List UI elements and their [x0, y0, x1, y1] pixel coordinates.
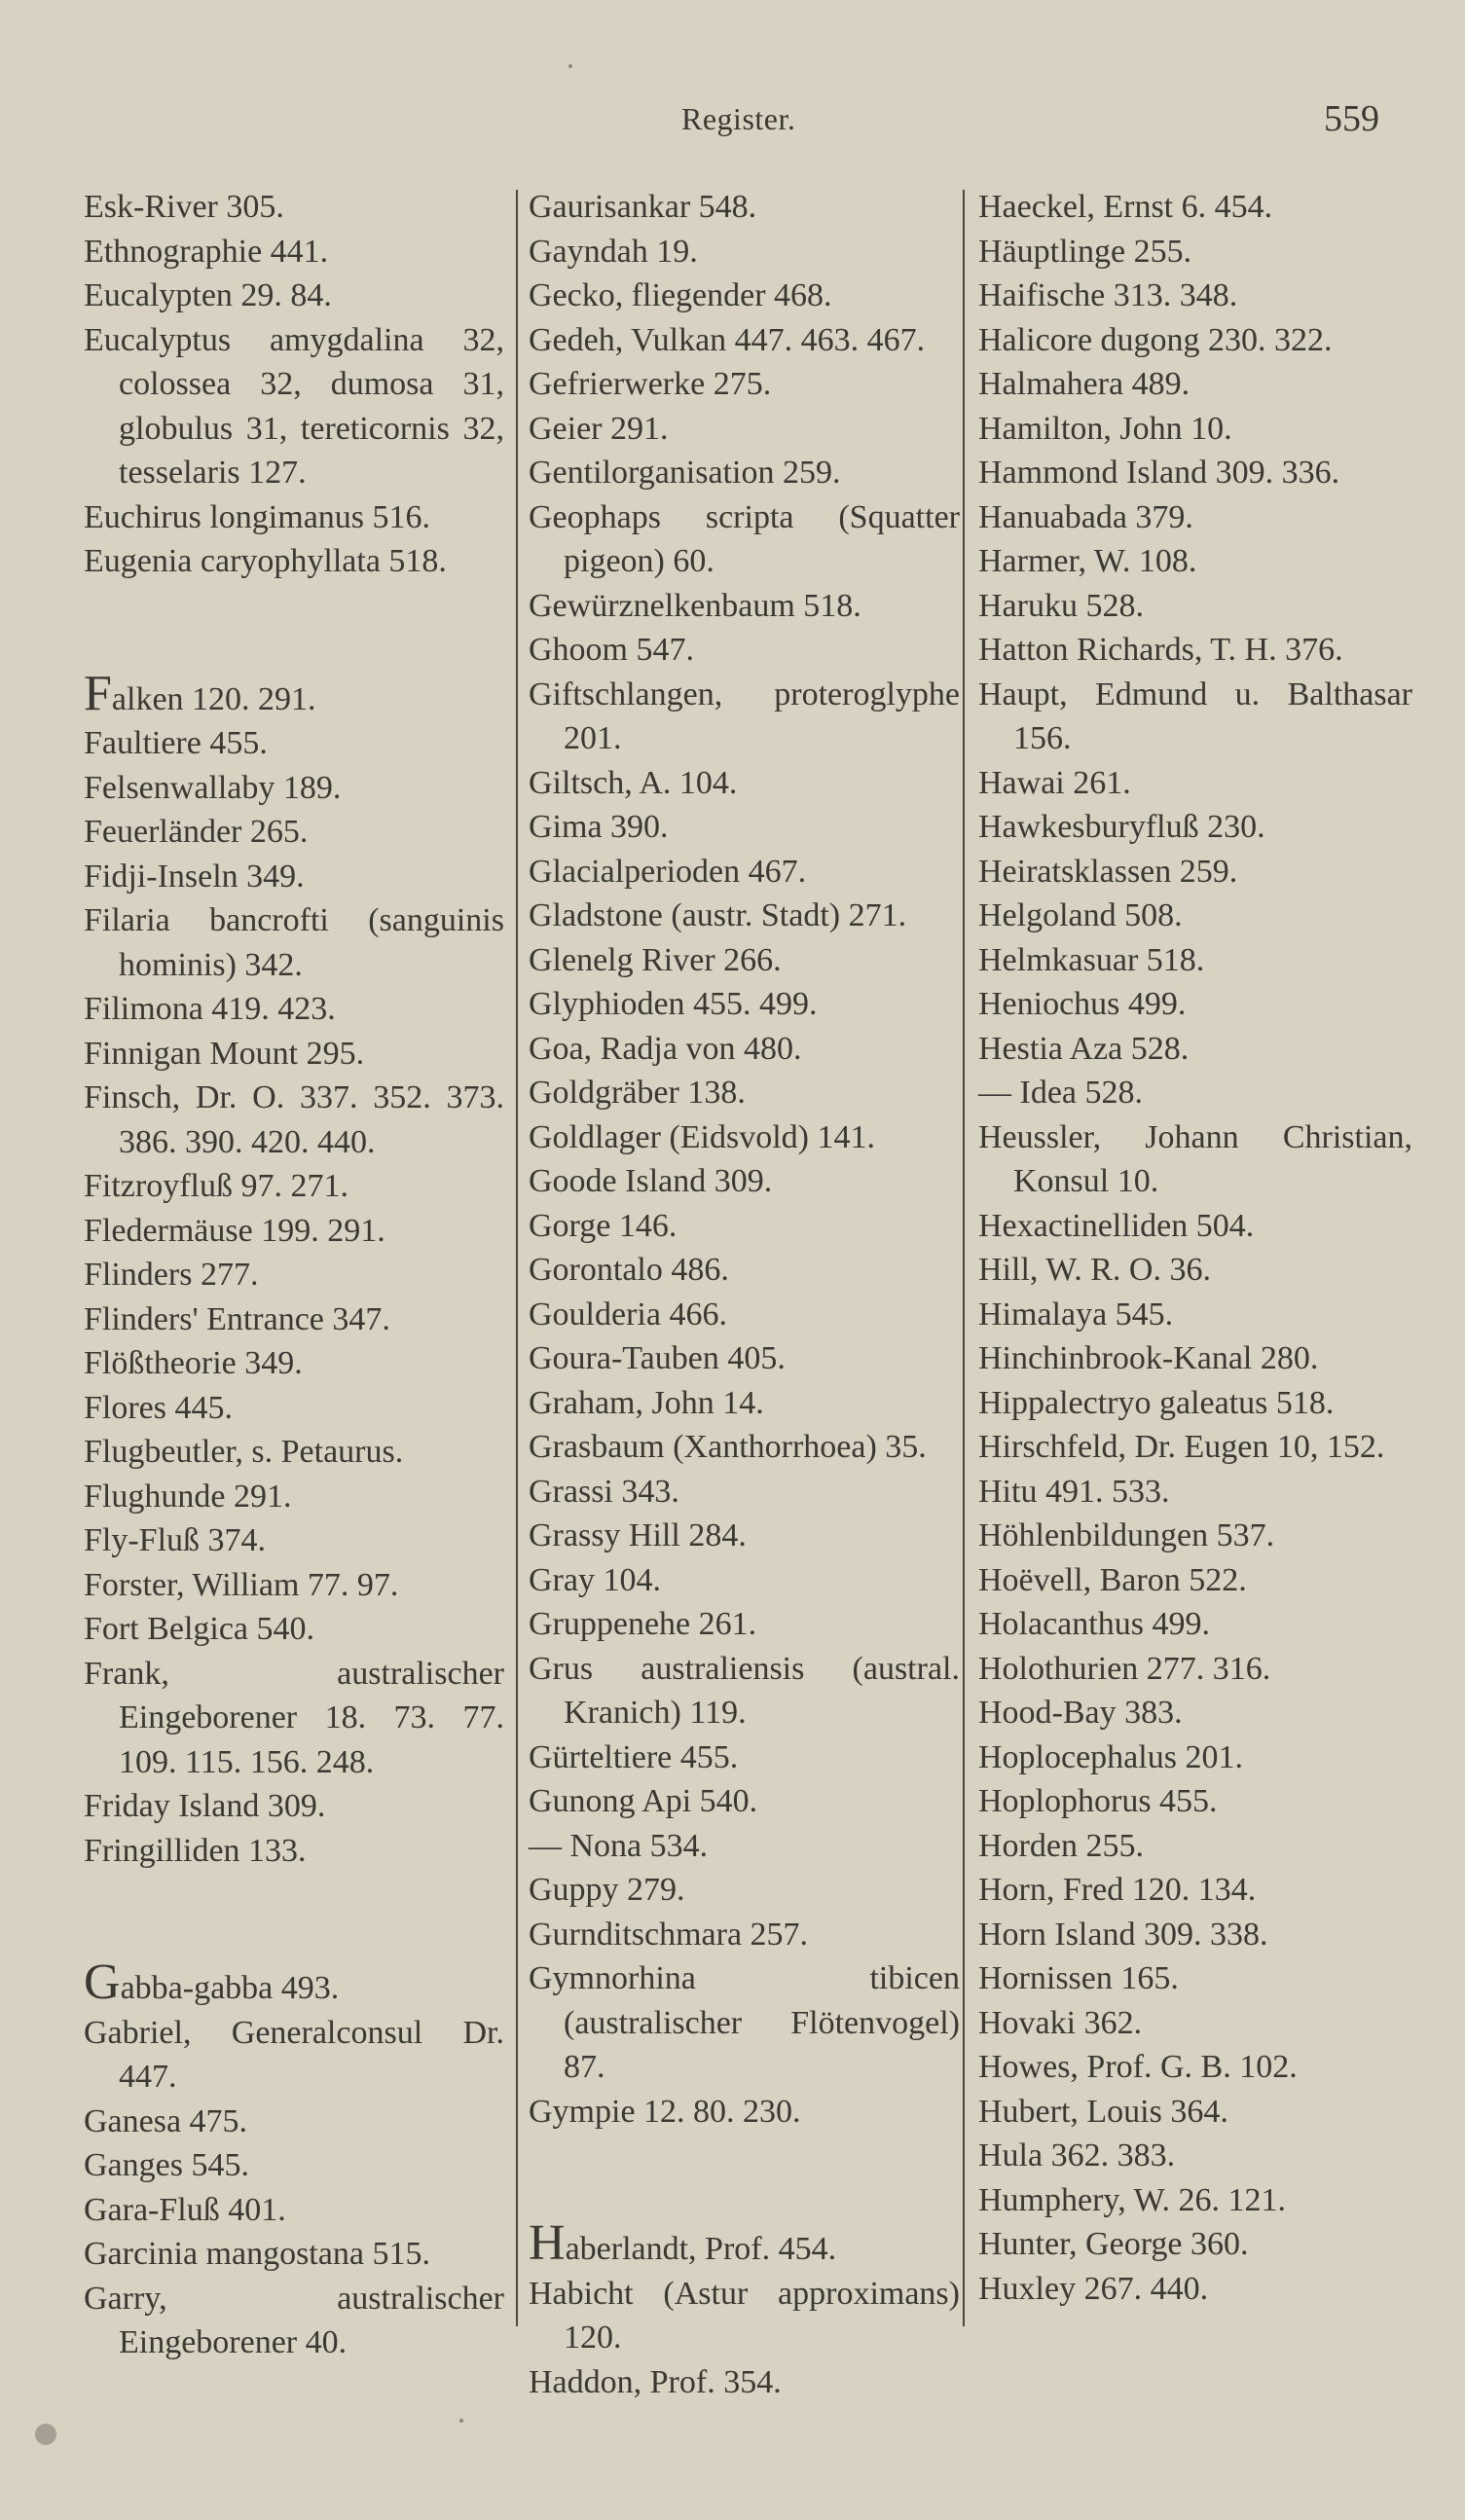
index-entry: Hirschfeld, Dr. Eugen 10, 152. [978, 1429, 1385, 1465]
index-entry: Hovaki 362. [978, 2004, 1143, 2041]
index-entry: Hoplocephalus 201. [978, 1738, 1243, 1775]
index-entry: Fly-Fluß 374. [84, 1522, 267, 1558]
index-entry: Grassy Hill 284. [529, 1517, 747, 1553]
index-entry: Habicht (Astur approximans) 120. [529, 2275, 960, 2356]
letter-section-gap [84, 1873, 504, 1960]
index-entry: Filaria bancrofti (sanguinis hominis) 342. [84, 902, 504, 983]
column-divider [516, 190, 518, 2326]
index-entry: Hitu 491. 533. [978, 1473, 1170, 1510]
index-column-3 [978, 185, 1412, 2311]
index-entry: Glacialperioden 467. [529, 853, 807, 890]
index-entry: Heniochus 499. [978, 986, 1187, 1022]
index-entry: Helmkasuar 518. [978, 941, 1205, 978]
index-entry: Flößtheorie 349. [84, 1345, 303, 1381]
index-column-2 [529, 185, 960, 2404]
index-entry: Holacanthus 499. [978, 1606, 1210, 1642]
index-entry: Haddon, Prof. 354. [529, 2363, 782, 2400]
index-entry: Gladstone (austr. Stadt) 271. [529, 897, 907, 933]
index-entry: Gefrierwerke 275. [529, 366, 772, 402]
index-entry: Fitzroyfluß 97. 271. [84, 1168, 348, 1204]
index-entry: Fledermäuse 199. 291. [84, 1212, 385, 1249]
index-entry: Goode Island 309. [529, 1163, 773, 1199]
index-entry: Holothurien 277. 316. [978, 1650, 1271, 1687]
index-entry: Falken 120. 291. [84, 665, 316, 721]
index-entry: Feuerländer 265. [84, 814, 309, 850]
index-entry: Hubert, Louis 364. [978, 2093, 1228, 2130]
index-entry: — Nona 534. [529, 1827, 709, 1864]
index-entry: Hawai 261. [978, 764, 1131, 801]
index-entry: Hornissen 165. [978, 1960, 1179, 1996]
index-entry: Haeckel, Ernst 6. 454. [978, 189, 1273, 225]
index-entry: Howes, Prof. G. B. 102. [978, 2049, 1298, 2085]
index-entry: Hoëvell, Baron 522. [978, 1561, 1247, 1598]
index-entry: Gedeh, Vulkan 447. 463. 467. [529, 321, 926, 358]
index-entry: Huxley 267. 440. [978, 2270, 1209, 2307]
index-entry: Euchirus longimanus 516. [84, 498, 431, 535]
index-entry: Garcinia mangostana 515. [84, 2236, 430, 2272]
index-entry: Goldgräber 138. [529, 1075, 746, 1111]
index-entry: Guppy 279. [529, 1872, 685, 1908]
index-entry: Hood-Bay 383. [978, 1695, 1183, 1731]
index-entry: Gima 390. [529, 809, 669, 845]
index-entry: Finsch, Dr. O. 337. 352. 373. 386. 390. 420. 440. [84, 1079, 504, 1160]
index-entry: Goura-Tauben 405. [529, 1340, 786, 1376]
index-entry: Goldlager (Eidsvold) 141. [529, 1118, 875, 1155]
index-entry: Halmahera 489. [978, 366, 1190, 402]
index-entry: Friday Island 309. [84, 1788, 326, 1824]
index-entry: Flugbeutler, s. Petaurus. [84, 1434, 404, 1470]
index-entry: Hatton Richards, T. H. 376. [978, 632, 1343, 668]
index-entry: Gunong Api 540. [529, 1783, 758, 1819]
index-entry: Gruppenehe 261. [529, 1606, 757, 1642]
index-entry: Giftschlangen, proteroglyphe 201. [529, 676, 960, 756]
index-entry: Graham, John 14. [529, 1384, 764, 1421]
paper-speck [459, 2419, 463, 2423]
index-entry: Hippalectryo galeatus 518. [978, 1384, 1335, 1421]
index-entry: Eugenia caryophyllata 518. [84, 543, 447, 579]
index-entry: Gympie 12. 80. 230. [529, 2093, 801, 2130]
index-entry: Ganges 545. [84, 2147, 249, 2183]
index-entry: Eucalypten 29. 84. [84, 277, 332, 313]
index-entry: Fidji-Inseln 349. [84, 858, 305, 895]
index-entry: Grassi 343. [529, 1473, 679, 1510]
index-entry: Humphery, W. 26. 121. [978, 2181, 1287, 2218]
letter-section-gap [84, 584, 504, 672]
column-divider [963, 190, 965, 2326]
index-entry: Gecko, fliegender 468. [529, 277, 832, 313]
index-entry: Haberlandt, Prof. 454. [529, 2215, 837, 2271]
index-entry: Flores 445. [84, 1389, 233, 1426]
index-entry: Gabriel, Generalconsul Dr. 447. [84, 2014, 504, 2095]
index-entry: Gabba-gabba 493. [84, 1954, 340, 2010]
index-entry: Gorge 146. [529, 1207, 678, 1244]
index-entry: Gurnditschmara 257. [529, 1916, 809, 1953]
index-entry: Fringilliden 133. [84, 1832, 307, 1869]
index-entry: Hammond Island 309. 336. [978, 455, 1340, 491]
index-entry: Hunter, George 360. [978, 2226, 1249, 2262]
index-entry: Gorontalo 486. [529, 1252, 729, 1288]
index-entry: Goa, Radja von 480. [529, 1030, 802, 1067]
index-entry: Hinchinbrook-Kanal 280. [978, 1340, 1319, 1376]
index-entry: Garry, australischer Eingeborener 40. [84, 2280, 504, 2360]
index-entry: Ghoom 547. [529, 632, 694, 668]
index-entry: Fort Belgica 540. [84, 1611, 315, 1647]
ink-stain [35, 2424, 56, 2445]
index-entry: Gewürznelkenbaum 518. [529, 587, 861, 624]
index-entry: Harmer, W. 108. [978, 543, 1197, 579]
index-entry: Hoplophorus 455. [978, 1783, 1218, 1819]
index-entry: Glyphioden 455. 499. [529, 986, 818, 1022]
index-column-1 [84, 185, 504, 2365]
index-entry: Haruku 528. [978, 587, 1144, 624]
index-entry: Felsenwallaby 189. [84, 769, 342, 806]
index-entry: Geophaps scripta (Squatter pigeon) 60. [529, 498, 960, 579]
index-entry: Horn, Fred 120. 134. [978, 1872, 1257, 1908]
index-entry: Halicore dugong 230. 322. [978, 321, 1333, 358]
index-entry: Giltsch, A. 104. [529, 764, 738, 801]
index-entry: Eucalyptus amygdalina 32, colossea 32, dumosa 31, globulus 31, tereticornis 32, tesselaris 127. [84, 321, 504, 491]
index-entry: Gara-Fluß 401. [84, 2191, 286, 2228]
index-entry: Glenelg River 266. [529, 941, 782, 978]
index-entry: Höhlenbildungen 537. [978, 1517, 1275, 1553]
index-entry: Gaurisankar 548. [529, 189, 757, 225]
index-entry: Haupt, Edmund u. Balthasar 156. [978, 676, 1412, 756]
index-entry: Hexactinelliden 504. [978, 1207, 1255, 1244]
index-entry: Himalaya 545. [978, 1296, 1174, 1333]
index-entry: Grus australiensis (austral. Kranich) 119. [529, 1650, 960, 1731]
index-entry: — Idea 528. [978, 1075, 1144, 1111]
running-title: Register. [681, 101, 796, 136]
index-entry: Helgoland 508. [978, 897, 1183, 933]
index-entry: Haifische 313. 348. [978, 277, 1238, 313]
index-entry: Geier 291. [529, 410, 669, 447]
index-entry: Filimona 419. 423. [84, 991, 336, 1027]
paper-speck [568, 64, 572, 68]
index-entry: Flinders 277. [84, 1257, 259, 1293]
index-entry: Heussler, Johann Christian, Konsul 10. [978, 1118, 1412, 1199]
index-entry: Finnigan Mount 295. [84, 1035, 365, 1072]
index-entry: Forster, William 77. 97. [84, 1566, 399, 1603]
index-entry: Horn Island 309. 338. [978, 1916, 1268, 1953]
index-entry: Frank, australischer Eingeborener 18. 73. 77. 109. 115. 156. 248. [84, 1655, 504, 1780]
page-header [0, 97, 1465, 156]
index-entry: Gentilorganisation 259. [529, 455, 841, 491]
index-entry: Hamilton, John 10. [978, 410, 1232, 447]
letter-section-gap [529, 2134, 960, 2221]
index-entry: Goulderia 466. [529, 1296, 727, 1333]
page-number: 559 [1324, 98, 1379, 139]
index-entry: Horden 255. [978, 1827, 1144, 1864]
index-entry: Gayndah 19. [529, 233, 698, 270]
index-entry: Esk-River 305. [84, 189, 284, 225]
index-entry: Hestia Aza 528. [978, 1030, 1190, 1067]
index-entry: Häuptlinge 255. [978, 233, 1192, 270]
index-entry: Gray 104. [529, 1561, 661, 1598]
index-entry: Ethnographie 441. [84, 233, 329, 270]
index-entry: Heiratsklassen 259. [978, 853, 1238, 890]
index-entry: Hula 362. 383. [978, 2137, 1176, 2173]
index-entry: Gymnorhina tibicen (australischer Flötenvogel) 87. [529, 1960, 960, 2085]
index-entry: Flughunde 291. [84, 1478, 292, 1515]
index-entry: Gürteltiere 455. [529, 1738, 739, 1775]
index-entry: Hawkesburyfluß 230. [978, 809, 1265, 845]
index-entry: Hanuabada 379. [978, 498, 1193, 535]
index-entry: Hill, W. R. O. 36. [978, 1252, 1211, 1288]
index-entry: Grasbaum (Xanthorrhoea) 35. [529, 1429, 927, 1465]
index-entry: Faultiere 455. [84, 725, 268, 761]
index-entry: Flinders' Entrance 347. [84, 1300, 390, 1337]
index-entry: Ganesa 475. [84, 2102, 248, 2139]
